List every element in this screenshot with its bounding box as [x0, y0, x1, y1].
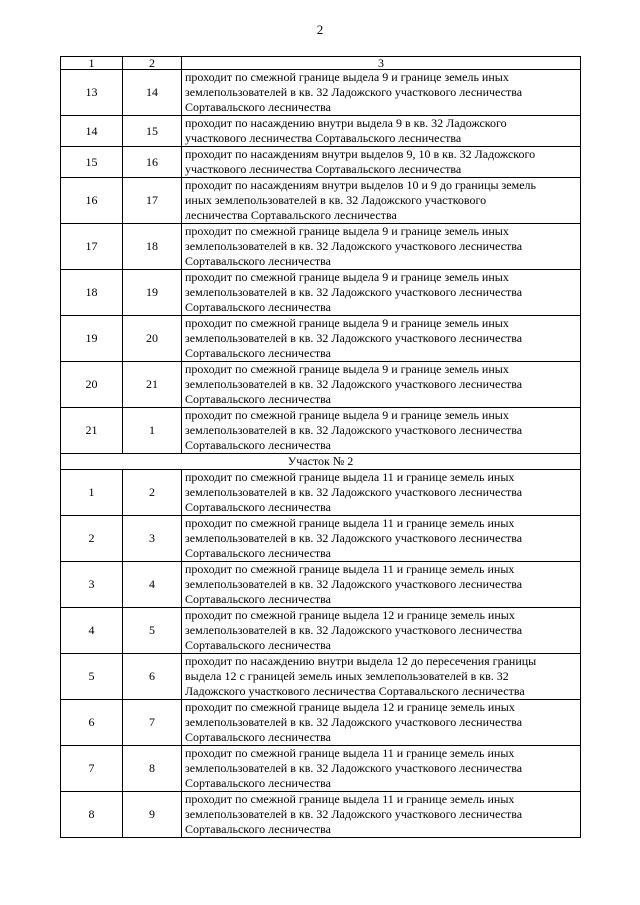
table-row — [61, 116, 581, 147]
point-from: 1 — [61, 470, 123, 516]
table-row — [61, 608, 581, 654]
description-line: проходит по насаждениям внутри выделов 10 и 9 до границы земель — [185, 178, 537, 192]
point-to: 6 — [123, 654, 182, 700]
point-to: 17 — [123, 178, 182, 224]
point-to: 2 — [123, 470, 182, 516]
description-line: проходит по смежной границе выдела 11 и границе земель иных — [185, 516, 515, 530]
description-line: землепользователей в кв. 32 Ладожского участкового лесничества — [185, 285, 523, 299]
point-from: 4 — [61, 608, 123, 654]
description-line: Ладожского участкового лесничества Сортавальского лесничества — [185, 684, 525, 698]
point-from: 6 — [61, 700, 123, 746]
point-to: 20 — [123, 316, 182, 362]
description-line: Сортавальского лесничества — [185, 254, 331, 268]
table-row — [61, 516, 581, 562]
boundary-description — [182, 147, 581, 178]
description-line: землепользователей в кв. 32 Ладожского участкового лесничества — [185, 423, 523, 437]
point-from: 14 — [61, 116, 123, 147]
point-to: 15 — [123, 116, 182, 147]
table-row — [61, 316, 581, 362]
description-line: Сортавальского лесничества — [185, 500, 331, 514]
point-from: 8 — [61, 792, 123, 838]
point-to: 7 — [123, 700, 182, 746]
point-to: 9 — [123, 792, 182, 838]
description-line: Сортавальского лесничества — [185, 438, 331, 452]
point-to: 4 — [123, 562, 182, 608]
table-row — [61, 178, 581, 224]
description-line: землепользователей в кв. 32 Ладожского участкового лесничества — [185, 531, 523, 545]
point-to: 19 — [123, 270, 182, 316]
description-line: землепользователей в кв. 32 Ладожского участкового лесничества — [185, 239, 523, 253]
page-number: 2 — [316, 22, 324, 37]
table-row — [61, 270, 581, 316]
column-header-1: 1 — [61, 57, 123, 70]
point-from: 13 — [61, 70, 123, 116]
description-line: проходит по смежной границе выдела 11 и границе земель иных — [185, 746, 515, 760]
section-header-row — [61, 454, 581, 470]
point-from: 2 — [61, 516, 123, 562]
description-line: Сортавальского лесничества — [185, 730, 331, 744]
table-header-row — [61, 57, 581, 70]
description-line: проходит по насаждению внутри выдела 9 в кв. 32 Ладожского — [185, 116, 507, 130]
point-to: 1 — [123, 408, 182, 454]
description-line: землепользователей в кв. 32 Ладожского участкового лесничества — [185, 715, 523, 729]
table-row — [61, 147, 581, 178]
boundary-description — [182, 316, 581, 362]
description-line: Сортавальского лесничества — [185, 776, 331, 790]
point-from: 17 — [61, 224, 123, 270]
point-from: 15 — [61, 147, 123, 178]
point-to: 3 — [123, 516, 182, 562]
boundary-table — [60, 56, 581, 838]
description-line: проходит по смежной границе выдела 9 и границе земель иных — [185, 224, 509, 238]
boundary-description — [182, 270, 581, 316]
boundary-description — [182, 224, 581, 270]
point-to: 5 — [123, 608, 182, 654]
description-line: проходит по смежной границе выдела 12 и границе земель иных — [185, 700, 515, 714]
description-line: проходит по смежной границе выдела 9 и границе земель иных — [185, 362, 509, 376]
boundary-description — [182, 70, 581, 116]
description-line: проходит по смежной границе выдела 9 и границе земель иных — [185, 270, 509, 284]
description-line: Сортавальского лесничества — [185, 392, 331, 406]
table-row — [61, 562, 581, 608]
description-line: землепользователей в кв. 32 Ладожского участкового лесничества — [185, 485, 523, 499]
description-line: Сортавальского лесничества — [185, 638, 331, 652]
description-line: проходит по смежной границе выдела 9 и границе земель иных — [185, 408, 509, 422]
description-line: Сортавальского лесничества — [185, 100, 331, 114]
table-row — [61, 700, 581, 746]
boundary-description — [182, 362, 581, 408]
point-from: 3 — [61, 562, 123, 608]
section-title: Участок № 2 — [61, 454, 581, 470]
point-from: 19 — [61, 316, 123, 362]
point-to: 18 — [123, 224, 182, 270]
column-header-3: 3 — [182, 57, 581, 70]
table-row — [61, 408, 581, 454]
point-to: 8 — [123, 746, 182, 792]
boundary-description — [182, 746, 581, 792]
description-line: проходит по смежной границе выдела 12 и границе земель иных — [185, 608, 515, 622]
column-header-2: 2 — [123, 57, 182, 70]
point-from: 16 — [61, 178, 123, 224]
description-line: землепользователей в кв. 32 Ладожского участкового лесничества — [185, 377, 523, 391]
description-line: проходит по смежной границе выдела 11 и границе земель иных — [185, 470, 515, 484]
point-from: 21 — [61, 408, 123, 454]
table-row — [61, 70, 581, 116]
boundary-description — [182, 470, 581, 516]
description-line: лесничества Сортавальского лесничества — [185, 208, 397, 222]
boundary-description — [182, 178, 581, 224]
boundary-description — [182, 654, 581, 700]
boundary-description — [182, 116, 581, 147]
description-line: землепользователей в кв. 32 Ладожского участкового лесничества — [185, 331, 523, 345]
point-to: 21 — [123, 362, 182, 408]
description-line: проходит по смежной границе выдела 9 и границе земель иных — [185, 316, 509, 330]
description-line: проходит по смежной границе выдела 9 и границе земель иных — [185, 70, 509, 84]
table-row — [61, 470, 581, 516]
point-from: 7 — [61, 746, 123, 792]
point-from: 5 — [61, 654, 123, 700]
description-line: Сортавальского лесничества — [185, 300, 331, 314]
description-line: землепользователей в кв. 32 Ладожского участкового лесничества — [185, 761, 523, 775]
table-row — [61, 746, 581, 792]
description-line: выдела 12 с границей земель иных землепользователей в кв. 32 — [185, 669, 509, 683]
description-line: проходит по насаждениям внутри выделов 9, 10 в кв. 32 Ладожского — [185, 147, 536, 161]
description-line: Сортавальского лесничества — [185, 546, 331, 560]
point-from: 18 — [61, 270, 123, 316]
description-line: проходит по насаждению внутри выдела 12 до пересечения границы — [185, 654, 537, 668]
table-row — [61, 224, 581, 270]
description-line: землепользователей в кв. 32 Ладожского участкового лесничества — [185, 577, 523, 591]
description-line: Сортавальского лесничества — [185, 592, 331, 606]
description-line: землепользователей в кв. 32 Ладожского участкового лесничества — [185, 85, 523, 99]
description-line: участкового лесничества Сортавальского лесничества — [185, 162, 462, 176]
description-line: Сортавальского лесничества — [185, 346, 331, 360]
description-line: проходит по смежной границе выдела 11 и границе земель иных — [185, 562, 515, 576]
description-line: землепользователей в кв. 32 Ладожского участкового лесничества — [185, 623, 523, 637]
table-row — [61, 654, 581, 700]
table-row — [61, 792, 581, 838]
boundary-description — [182, 792, 581, 838]
boundary-description — [182, 562, 581, 608]
description-line: иных землепользователей в кв. 32 Ладожского участкового — [185, 193, 487, 207]
boundary-description — [182, 516, 581, 562]
point-to: 16 — [123, 147, 182, 178]
description-line: землепользователей в кв. 32 Ладожского участкового лесничества — [185, 807, 523, 821]
description-line: Сортавальского лесничества — [185, 822, 331, 836]
description-line: проходит по смежной границе выдела 11 и границе земель иных — [185, 792, 515, 806]
point-from: 20 — [61, 362, 123, 408]
point-to: 14 — [123, 70, 182, 116]
table-row — [61, 362, 581, 408]
boundary-description — [182, 608, 581, 654]
boundary-description — [182, 700, 581, 746]
description-line: участкового лесничества Сортавальского лесничества — [185, 131, 462, 145]
boundary-description — [182, 408, 581, 454]
